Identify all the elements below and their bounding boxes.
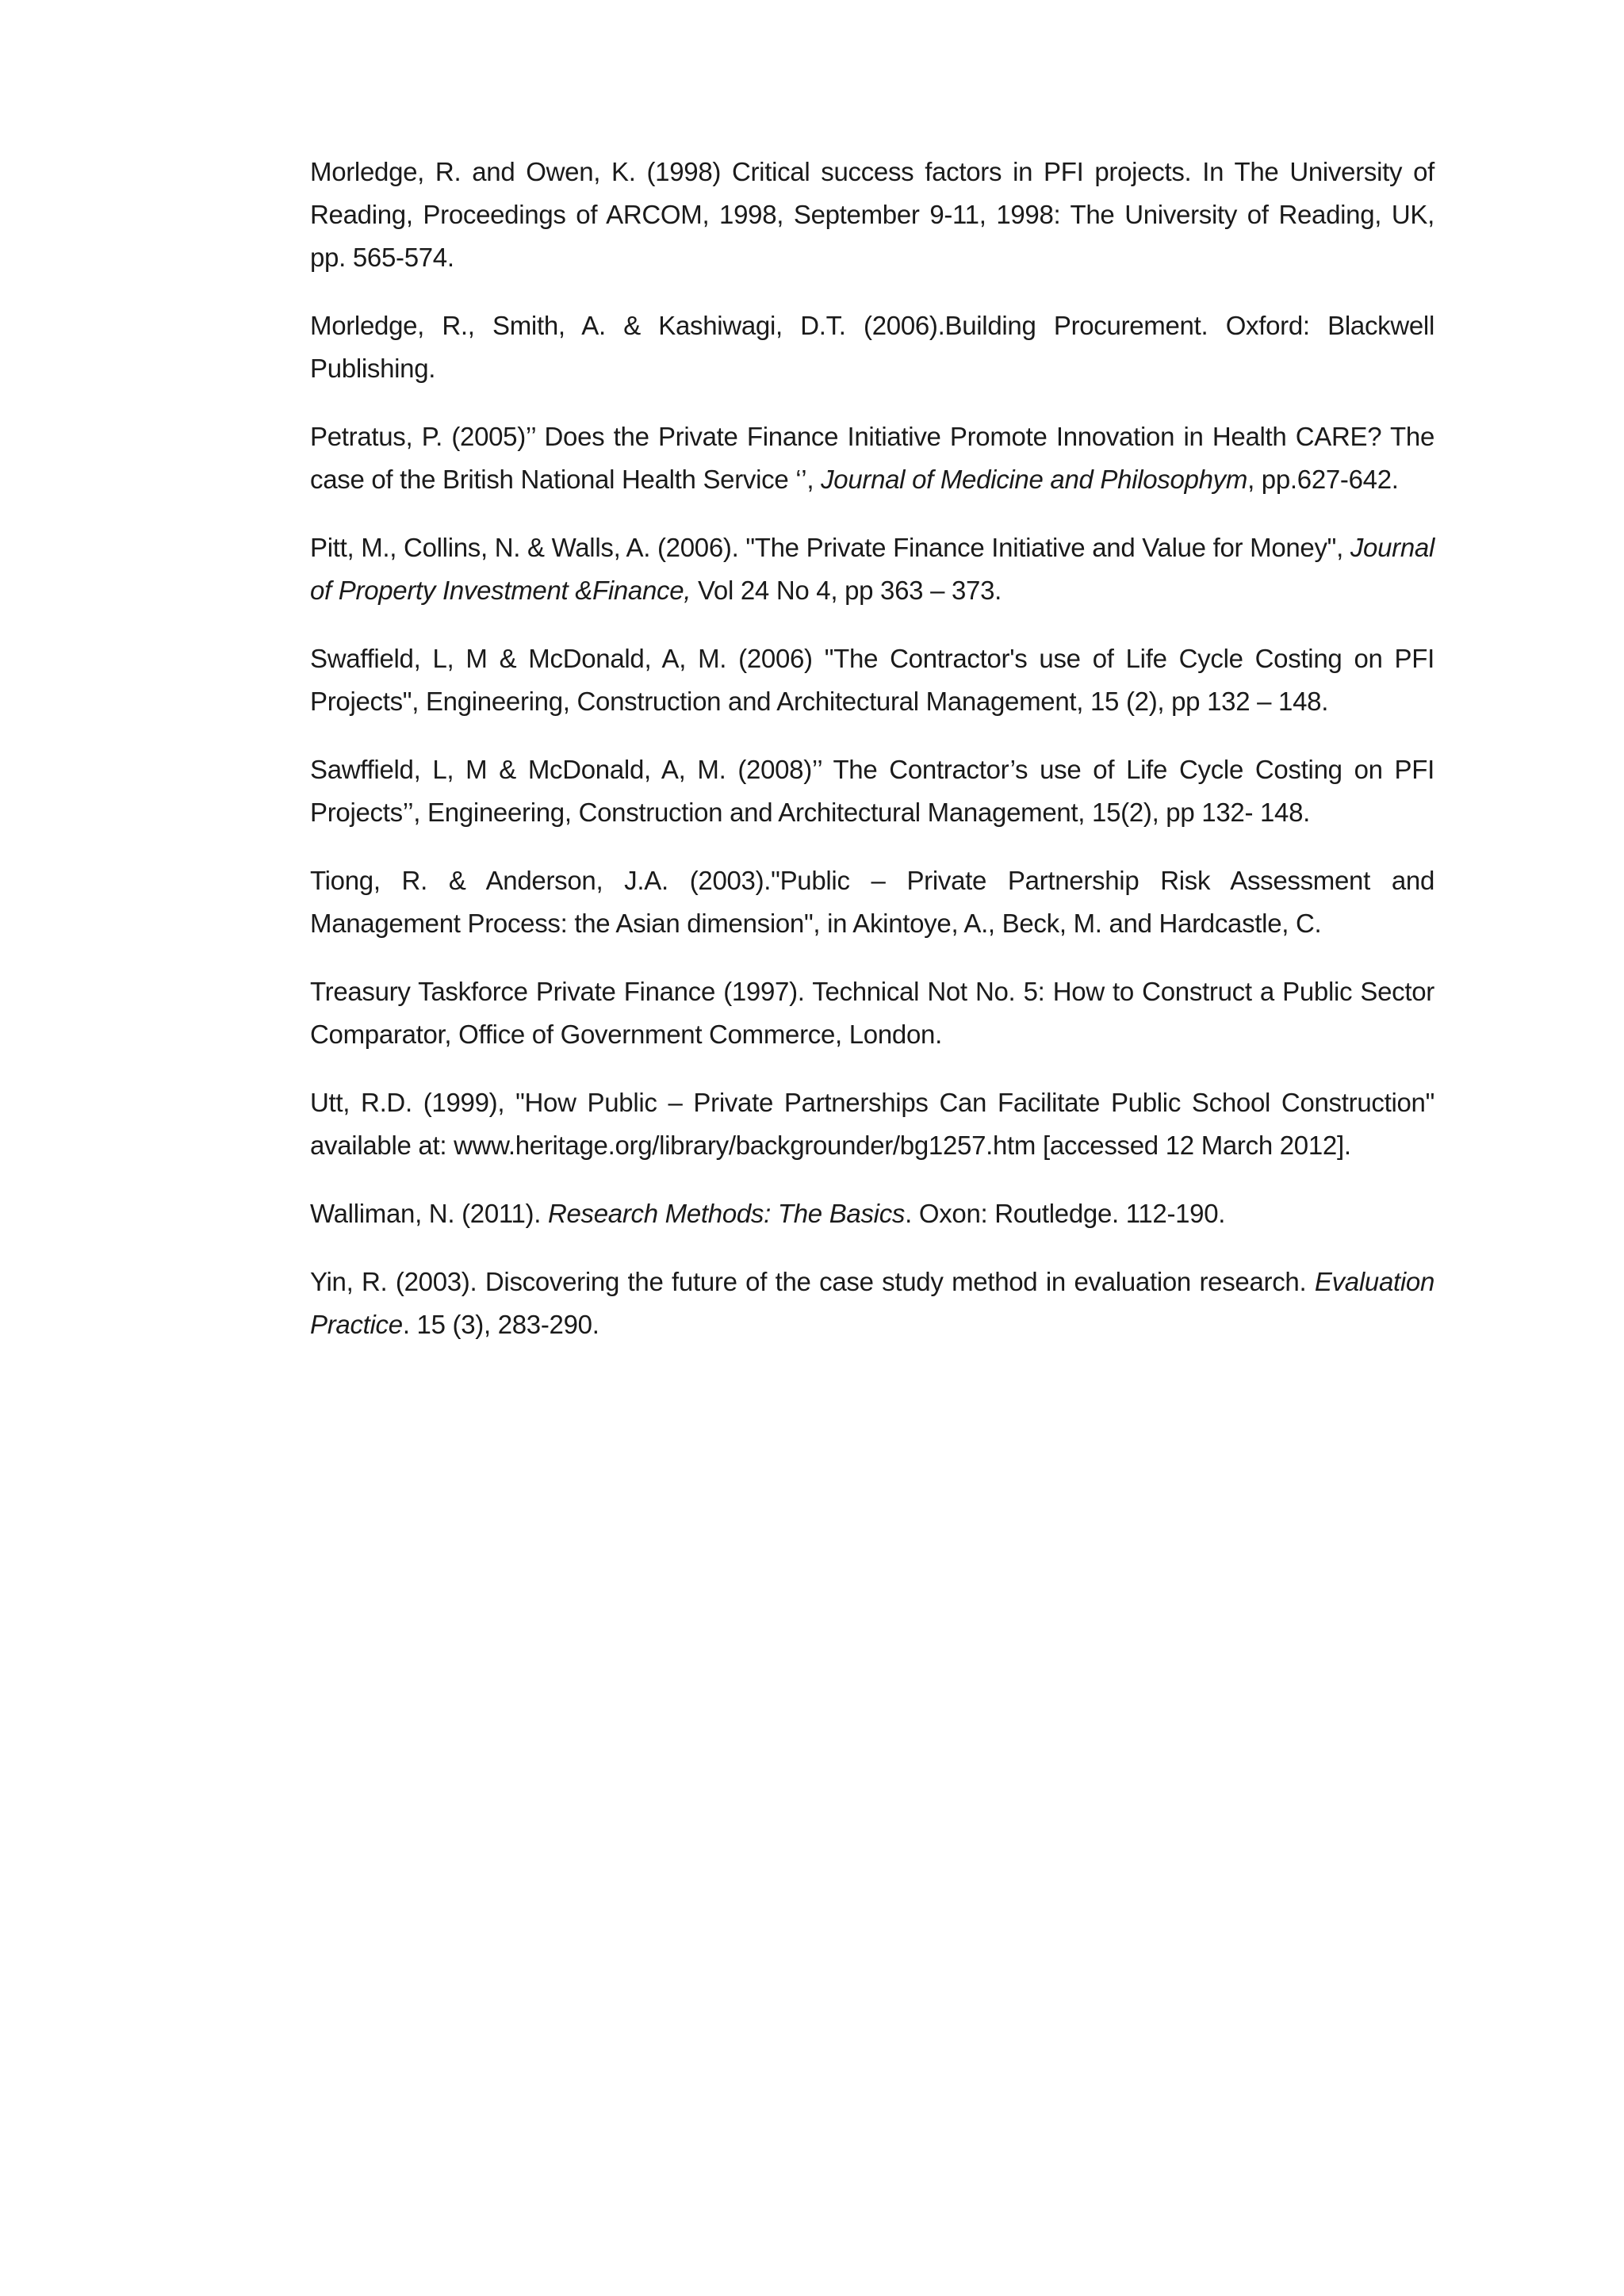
reference-text: Yin, R. (2003). Discovering the future of the case study method in evaluation research. — [310, 1267, 1315, 1296]
reference-entry — [310, 1192, 1434, 1235]
reference-entry — [310, 151, 1434, 279]
reference-italic-text: Journal of Property Investment &Finance, — [310, 533, 1434, 605]
reference-entry — [310, 1081, 1434, 1167]
reference-text: Morledge, R., Smith, A. & Kashiwagi, D.T. (2006).Building Procurement. Oxford: Blackwell Publishing. — [310, 311, 1434, 383]
reference-text: Sawffield, L, M & McDonald, A, M. (2008)’’ The Contractor’s use of Life Cycle Costing on PFI Projects’’, Engineering, Construction and Architectural Management, 15(2), pp 132- 148. — [310, 755, 1434, 827]
reference-italic-text: Journal of Medicine and Philosophym — [821, 465, 1248, 494]
reference-text: Pitt, M., Collins, N. & Walls, A. (2006). "The Private Finance Initiative and Value for Money", — [310, 533, 1350, 562]
reference-entry — [310, 748, 1434, 834]
reference-entry — [310, 304, 1434, 390]
reference-entry — [310, 526, 1434, 612]
reference-text: . Oxon: Routledge. 112-190. — [905, 1199, 1226, 1228]
reference-entry — [310, 415, 1434, 501]
reference-text: Vol 24 No 4, pp 363 – 373. — [691, 576, 1002, 605]
reference-entry — [310, 970, 1434, 1056]
reference-list — [310, 151, 1434, 1372]
reference-text: Treasury Taskforce Private Finance (1997). Technical Not No. 5: How to Construct a Public Sector Comparator, Office of Government Commerce, London. — [310, 977, 1434, 1049]
reference-text: Tiong, R. & Anderson, J.A. (2003)."Public – Private Partnership Risk Assessment and Management Process: the Asian dimension", in Akintoye, A., Beck, M. and Hardcastle, C. — [310, 866, 1434, 938]
reference-text: Utt, R.D. (1999), "How Public – Private Partnerships Can Facilitate Public School Construction" available at: www.heritage.org/library/backgrounder/bg1257.htm [accessed 12 March 2012]. — [310, 1088, 1434, 1160]
reference-text: Walliman, N. (2011). — [310, 1199, 548, 1228]
reference-italic-text: Research Methods: The Basics — [547, 1199, 906, 1228]
reference-text: Morledge, R. and Owen, K. (1998) Critical success factors in PFI projects. In The University of Reading, Proceedings of ARCOM, 1998, September 9-11, 1998: The University of Reading, UK, pp. 565-574. — [310, 157, 1434, 272]
reference-entry — [310, 637, 1434, 723]
reference-text: . 15 (3), 283-290. — [402, 1310, 599, 1339]
reference-text: Swaffield, L, M & McDonald, A, M. (2006) "The Contractor's use of Life Cycle Costing on PFI Projects", Engineering, Construction and Architectural Management, 15 (2), pp 132 – 148. — [310, 644, 1434, 716]
reference-entry — [310, 859, 1434, 945]
reference-text: , pp.627-642. — [1247, 465, 1399, 494]
reference-text: Petratus, P. (2005)’’ Does the Private Finance Initiative Promote Innovation in Health CARE? The case of the British National Health Service ‘’, — [310, 422, 1434, 494]
reference-entry — [310, 1261, 1434, 1346]
reference-italic-text: Evaluation Practice — [310, 1267, 1434, 1339]
